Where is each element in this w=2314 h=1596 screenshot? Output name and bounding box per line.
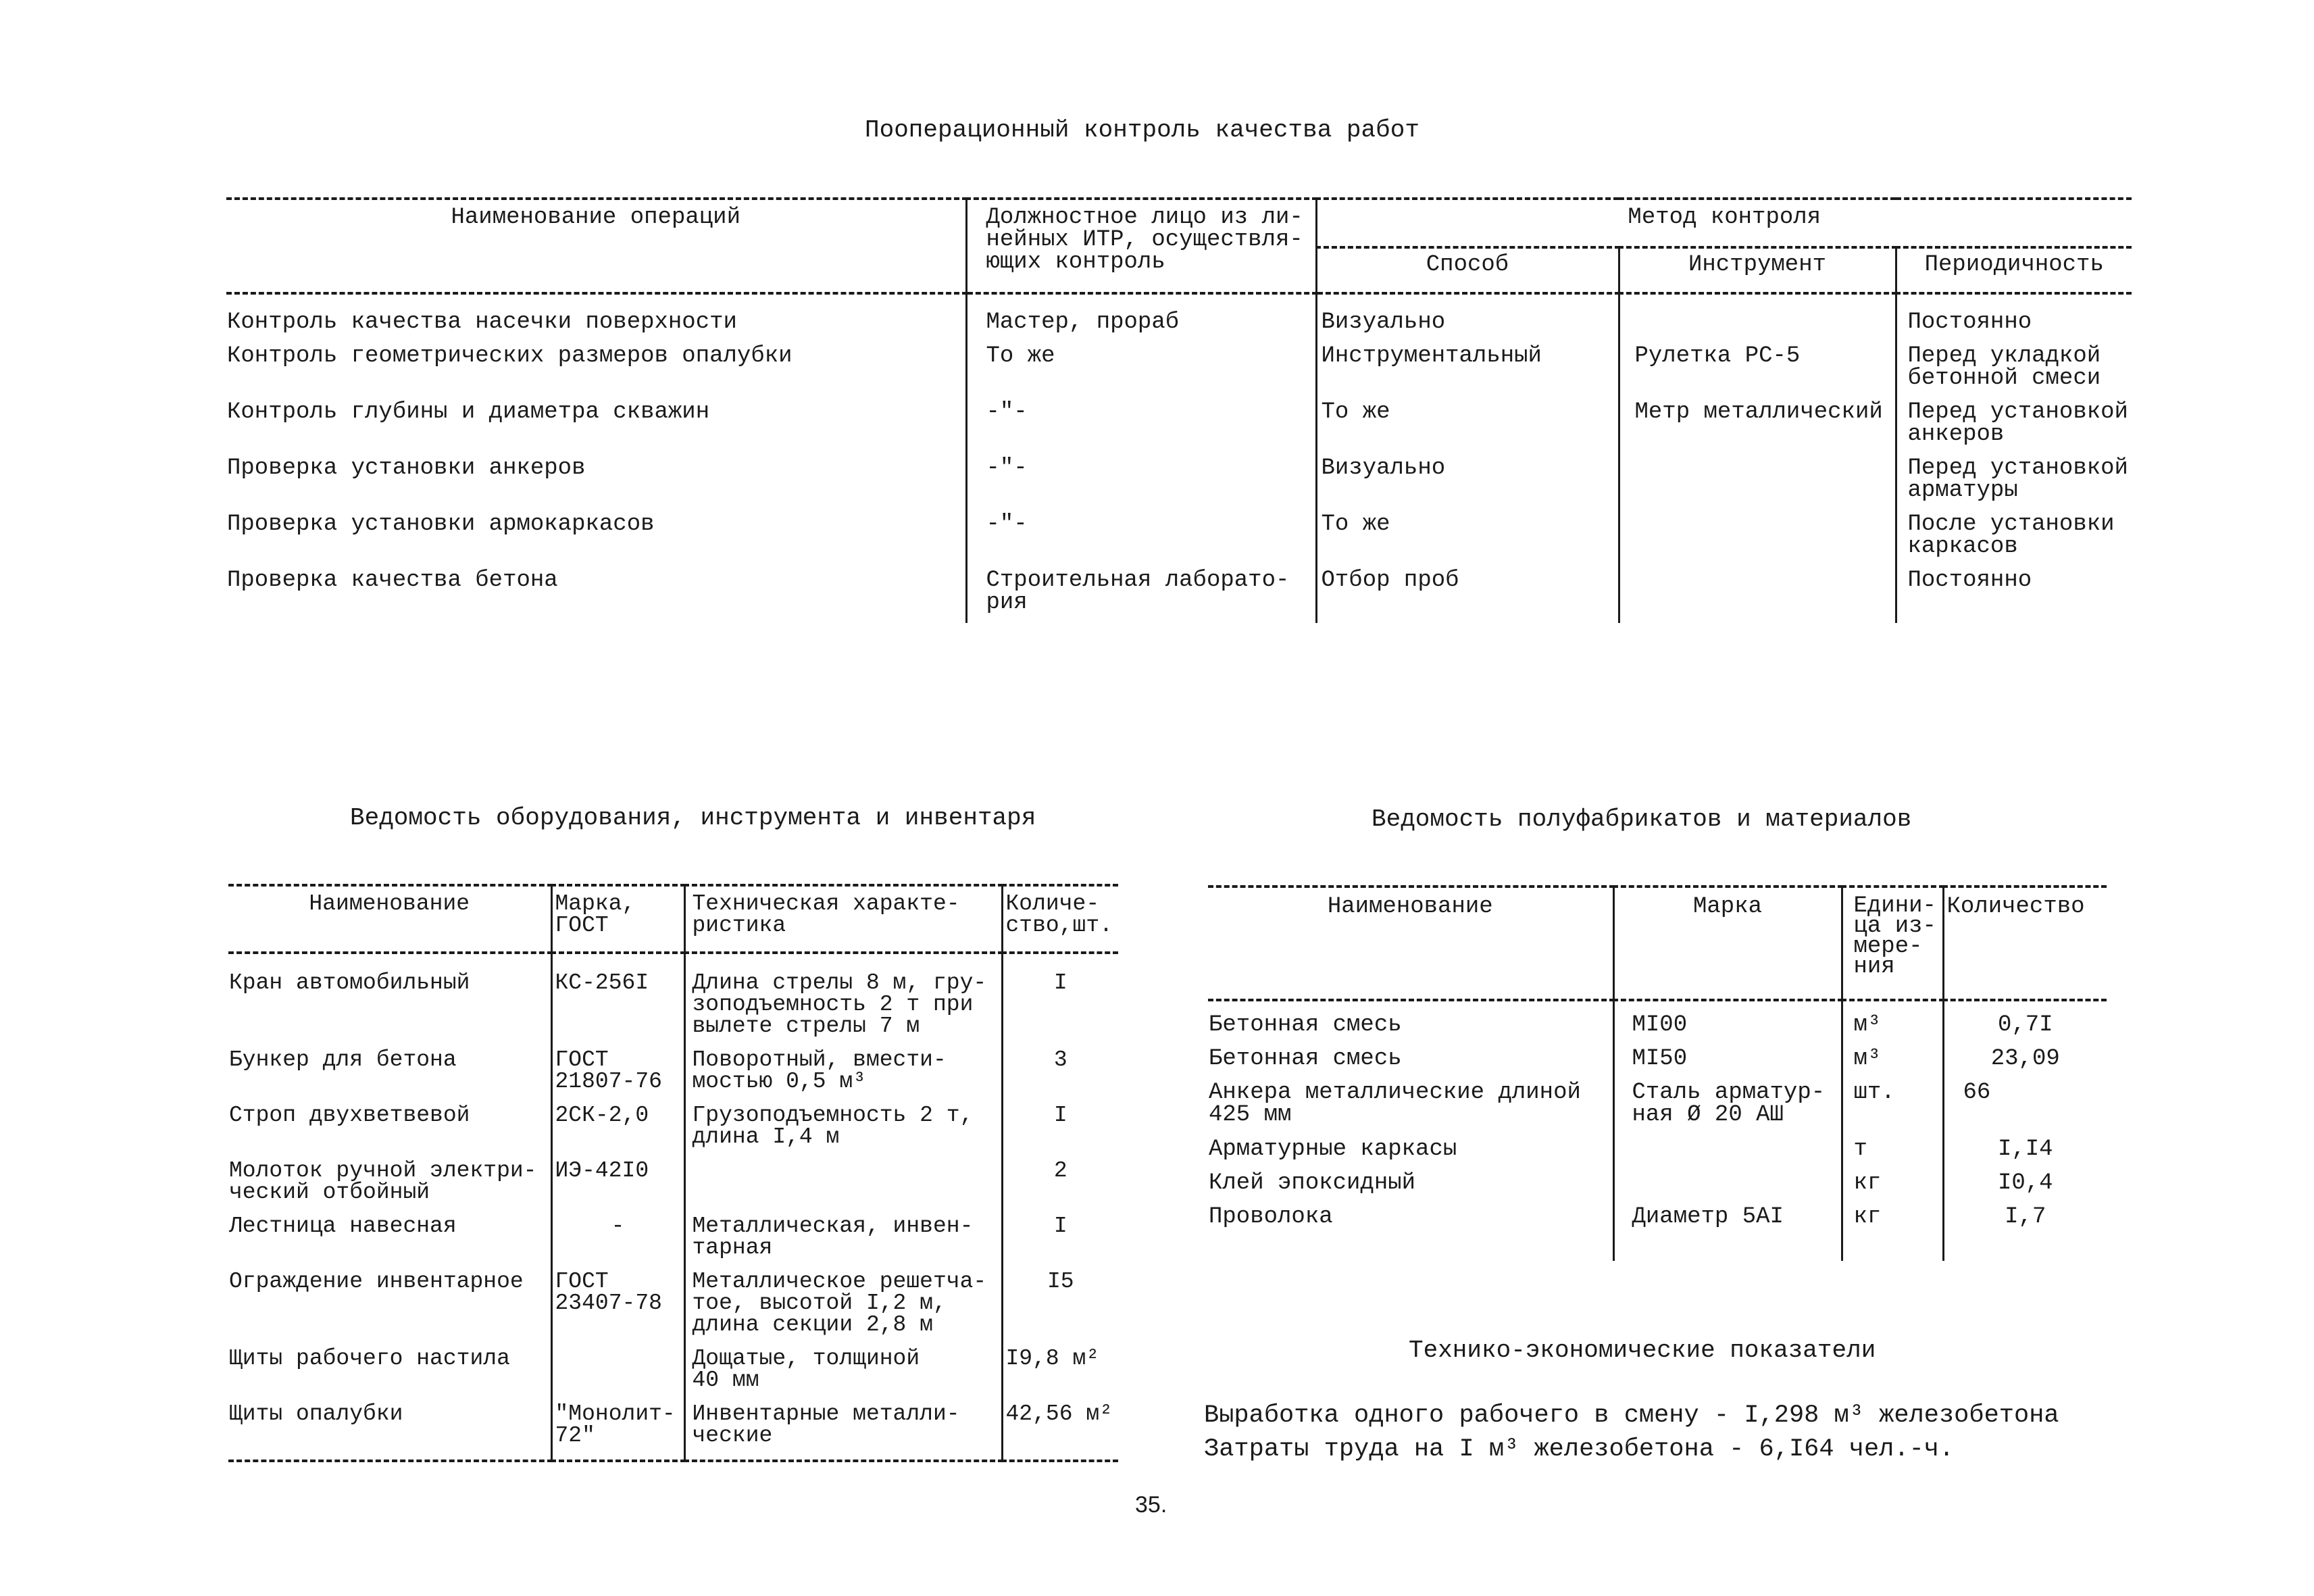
eq-header-spec: Техническая характе- ристика — [684, 885, 1002, 953]
table-row: Бетонная смесь MI50 м³ 23,09 — [1208, 1047, 2107, 1081]
eq-header-qty: Количе- ство,шт. — [1002, 885, 1118, 953]
equipment-title: Ведомость оборудования, инструмента и инвентаря — [350, 804, 1036, 832]
qc-header-instrument: Инструмент — [1619, 247, 1896, 293]
qc-header-operation: Наименование операций — [226, 199, 966, 293]
table-row: Лестница навесная - Металлическая, инвен- тарная I — [228, 1215, 1118, 1270]
table-row: Щиты опалубки "Монолит- 72" Инвентарные металли- ческие 42,56 м² — [228, 1403, 1118, 1461]
qc-header-method: Метод контроля — [1316, 199, 2132, 247]
table-row: Проволока Диаметр 5АI кг I,7 — [1208, 1205, 2107, 1261]
table-row: Бункер для бетона ГОСТ 21807-76 Поворотный, вмести- мостью 0,5 м³ 3 — [228, 1049, 1118, 1104]
mat-header-qty: Количество — [1943, 887, 2107, 1000]
tech-econ-line-labor: Затраты труда на I м³ железобетона - 6,I64 чел.-ч. — [1204, 1435, 1955, 1464]
table-row: Клей эпоксидный кг I0,4 — [1208, 1172, 2107, 1205]
materials-table — [1208, 885, 2107, 1261]
eq-header-brand: Марка, ГОСТ — [551, 885, 684, 953]
qc-header-periodicity: Периодичность — [1896, 247, 2132, 293]
table-row: Контроль глубины и диаметра скважин -"- То же Метр металлический Перед установкой анкеров — [226, 401, 2132, 457]
mat-header-unit: Едини- ца из- мере- ния — [1842, 887, 1943, 1000]
table-row: Щиты рабочего настила Дощатые, толщиной 40 мм I9,8 м² — [228, 1347, 1118, 1403]
qc-header-way: Способ — [1316, 247, 1619, 293]
table-row: Анкера металлические длиной 425 мм Сталь арматур- ная Ø 20 АШ шт. 66 — [1208, 1081, 2107, 1138]
table-row: Контроль геометрических размеров опалубки То же Инструментальный Рулетка РС-5 Перед укладкой бетонной смеси — [226, 345, 2132, 401]
table-row: Арматурные каркасы т I,I4 — [1208, 1138, 2107, 1172]
equipment-table — [228, 884, 1118, 1462]
mat-header-brand: Марка — [1613, 887, 1842, 1000]
table-row: Ограждение инвентарное ГОСТ 23407-78 Металлическое решетча- тое, высотой I,2 м, длина секции 2,8 м I5 — [228, 1270, 1118, 1347]
table-row: Контроль качества насечки поверхности Мастер, прораб Визуально Постоянно — [226, 311, 2132, 345]
eq-header-name: Наименование — [309, 891, 470, 916]
tech-econ-title: Технико-экономические показатели — [1409, 1337, 1876, 1364]
table-row: Кран автомобильный КС-256I Длина стрелы 8 м, гру- зоподъемность 2 т при вылете стрелы 7 м I — [228, 972, 1118, 1049]
table-row: Проверка установки анкеров -"- Визуально Перед установкой арматуры — [226, 457, 2132, 513]
quality-control-title: Пооперационный контроль качества работ — [865, 116, 1419, 144]
table-row: Строп двухветвевой 2СК-2,0 Грузоподъемность 2 т, длина I,4 м I — [228, 1104, 1118, 1159]
materials-title: Ведомость полуфабрикатов и материалов — [1372, 805, 1912, 833]
table-row: Проверка качества бетона Строительная лаборато- рия Отбор проб Постоянно — [226, 569, 2132, 623]
tech-econ-line-output: Выработка одного рабочего в смену - I,298 м³ железобетона — [1204, 1401, 2059, 1430]
table-row: Проверка установки армокаркасов -"- То же После установки каркасов — [226, 513, 2132, 569]
page-number: 35. — [1135, 1492, 1167, 1518]
qc-header-official: Должностное лицо из ли- нейных ИТР, осуществля- ющих контроль — [966, 199, 1316, 293]
table-row: Молоток ручной электри- ческий отбойный ИЭ-42I0 2 — [228, 1159, 1118, 1215]
table-row: Бетонная смесь MI00 м³ 0,7I — [1208, 1014, 2107, 1047]
mat-header-name: Наименование — [1327, 894, 1493, 920]
quality-control-table — [226, 197, 2132, 623]
